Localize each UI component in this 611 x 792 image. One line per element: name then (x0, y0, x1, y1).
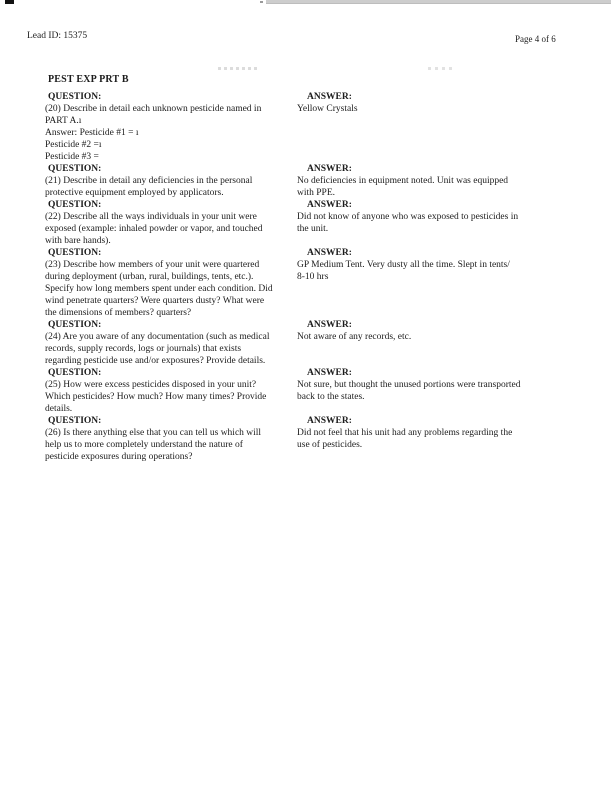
question-label: QUESTION: (48, 320, 102, 330)
answer-label: ANSWER: (307, 248, 352, 258)
question-cell-26 (37, 415, 293, 463)
question-cell-24 (37, 319, 293, 367)
qa-row-21 (37, 163, 577, 199)
scan-artifact-streak (266, 0, 611, 4)
answer-label: ANSWER: (307, 92, 352, 102)
answer-text-21: No deficiencies in equipment noted. Unit was equipped with PPE. (297, 176, 509, 198)
question-cell-20 (37, 91, 293, 163)
document-title: PEST EXP PRT B (48, 74, 129, 85)
question-cell-22 (37, 199, 293, 247)
answer-text-25: Not sure, but thought the unused portions were transported back to the states. (297, 380, 521, 402)
question-text-25: (25) How were excess pesticides disposed in your unit? Which pesticides? How much? How many times? Provide details. (45, 380, 267, 414)
qa-row-20 (37, 91, 577, 163)
answer-label: ANSWER: (307, 164, 352, 174)
qa-row-22 (37, 199, 577, 247)
page-number-label: Page 4 of 6 (515, 34, 556, 44)
question-label: QUESTION: (48, 164, 102, 174)
answer-cell-21 (293, 163, 577, 199)
question-label: QUESTION: (48, 92, 102, 102)
answer-text-20: Yellow Crystals (297, 104, 358, 114)
qa-row-25 (37, 367, 577, 415)
answer-cell-23 (293, 247, 577, 283)
question-text-21: (21) Describe in detail any deficiencies in the personal protective equipment employed by applicators. (45, 176, 253, 198)
answer-label: ANSWER: (307, 416, 352, 426)
question-label: QUESTION: (48, 200, 102, 210)
question-cell-25 (37, 367, 293, 415)
answer-text-23: GP Medium Tent. Very dusty all the time. Slept in tents/ 8-10 hrs (297, 260, 510, 282)
answer-text-26: Did not feel that his unit had any problems regarding the use of pesticides. (297, 428, 513, 450)
question-text-23: (23) Describe how members of your unit were quartered during deployment (urban, rural, buildings, tents, etc.). Specify how long members spent under each condition. Did wind penetrate quarters? Were quarters dusty? What were the dimensions of members? quarters? (45, 260, 273, 318)
question-label: QUESTION: (48, 368, 102, 378)
answer-cell-20 (293, 91, 577, 115)
question-text-26: (26) Is there anything else that you can tell us which will help us to more completely understand the nature of pesticide exposures during operations? (45, 428, 262, 462)
question-text-20: (20) Describe in detail each unknown pesticide named in PART A.ı Answer: Pesticide #1 = ı Pesticide #2 =ı Pesticide #3 = (45, 104, 262, 162)
qa-row-23 (37, 247, 577, 319)
qa-row-26 (37, 415, 577, 463)
answer-label: ANSWER: (307, 200, 352, 210)
lead-id-label: Lead ID: 15375 (27, 31, 88, 41)
qa-block (37, 91, 577, 463)
scan-artifact-corner-mark (5, 0, 14, 4)
question-cell-21 (37, 163, 293, 199)
question-text-24: (24) Are you aware of any documentation (such as medical records, supply records, logs or journals) that exists regarding pesticide use and/or exposures? Provide details. (45, 332, 270, 366)
qa-row-24 (37, 319, 577, 367)
scan-artifact-dot (260, 1, 263, 3)
scan-artifact-smudge-right (428, 67, 454, 70)
question-label: QUESTION: (48, 248, 102, 258)
question-label: QUESTION: (48, 416, 102, 426)
question-text-22: (22) Describe all the ways individuals in your unit were exposed (example: inhaled powder or vapor, and touched with bare hands). (45, 212, 263, 246)
answer-cell-26 (293, 415, 577, 451)
answer-label: ANSWER: (307, 320, 352, 330)
answer-cell-22 (293, 199, 577, 235)
scan-artifact-smudge-left (218, 67, 258, 70)
answer-label: ANSWER: (307, 368, 352, 378)
question-cell-23 (37, 247, 293, 319)
answer-cell-25 (293, 367, 577, 403)
answer-text-24: Not aware of any records, etc. (297, 332, 412, 342)
answer-cell-24 (293, 319, 577, 343)
answer-text-22: Did not know of anyone who was exposed to pesticides in the unit. (297, 212, 519, 234)
